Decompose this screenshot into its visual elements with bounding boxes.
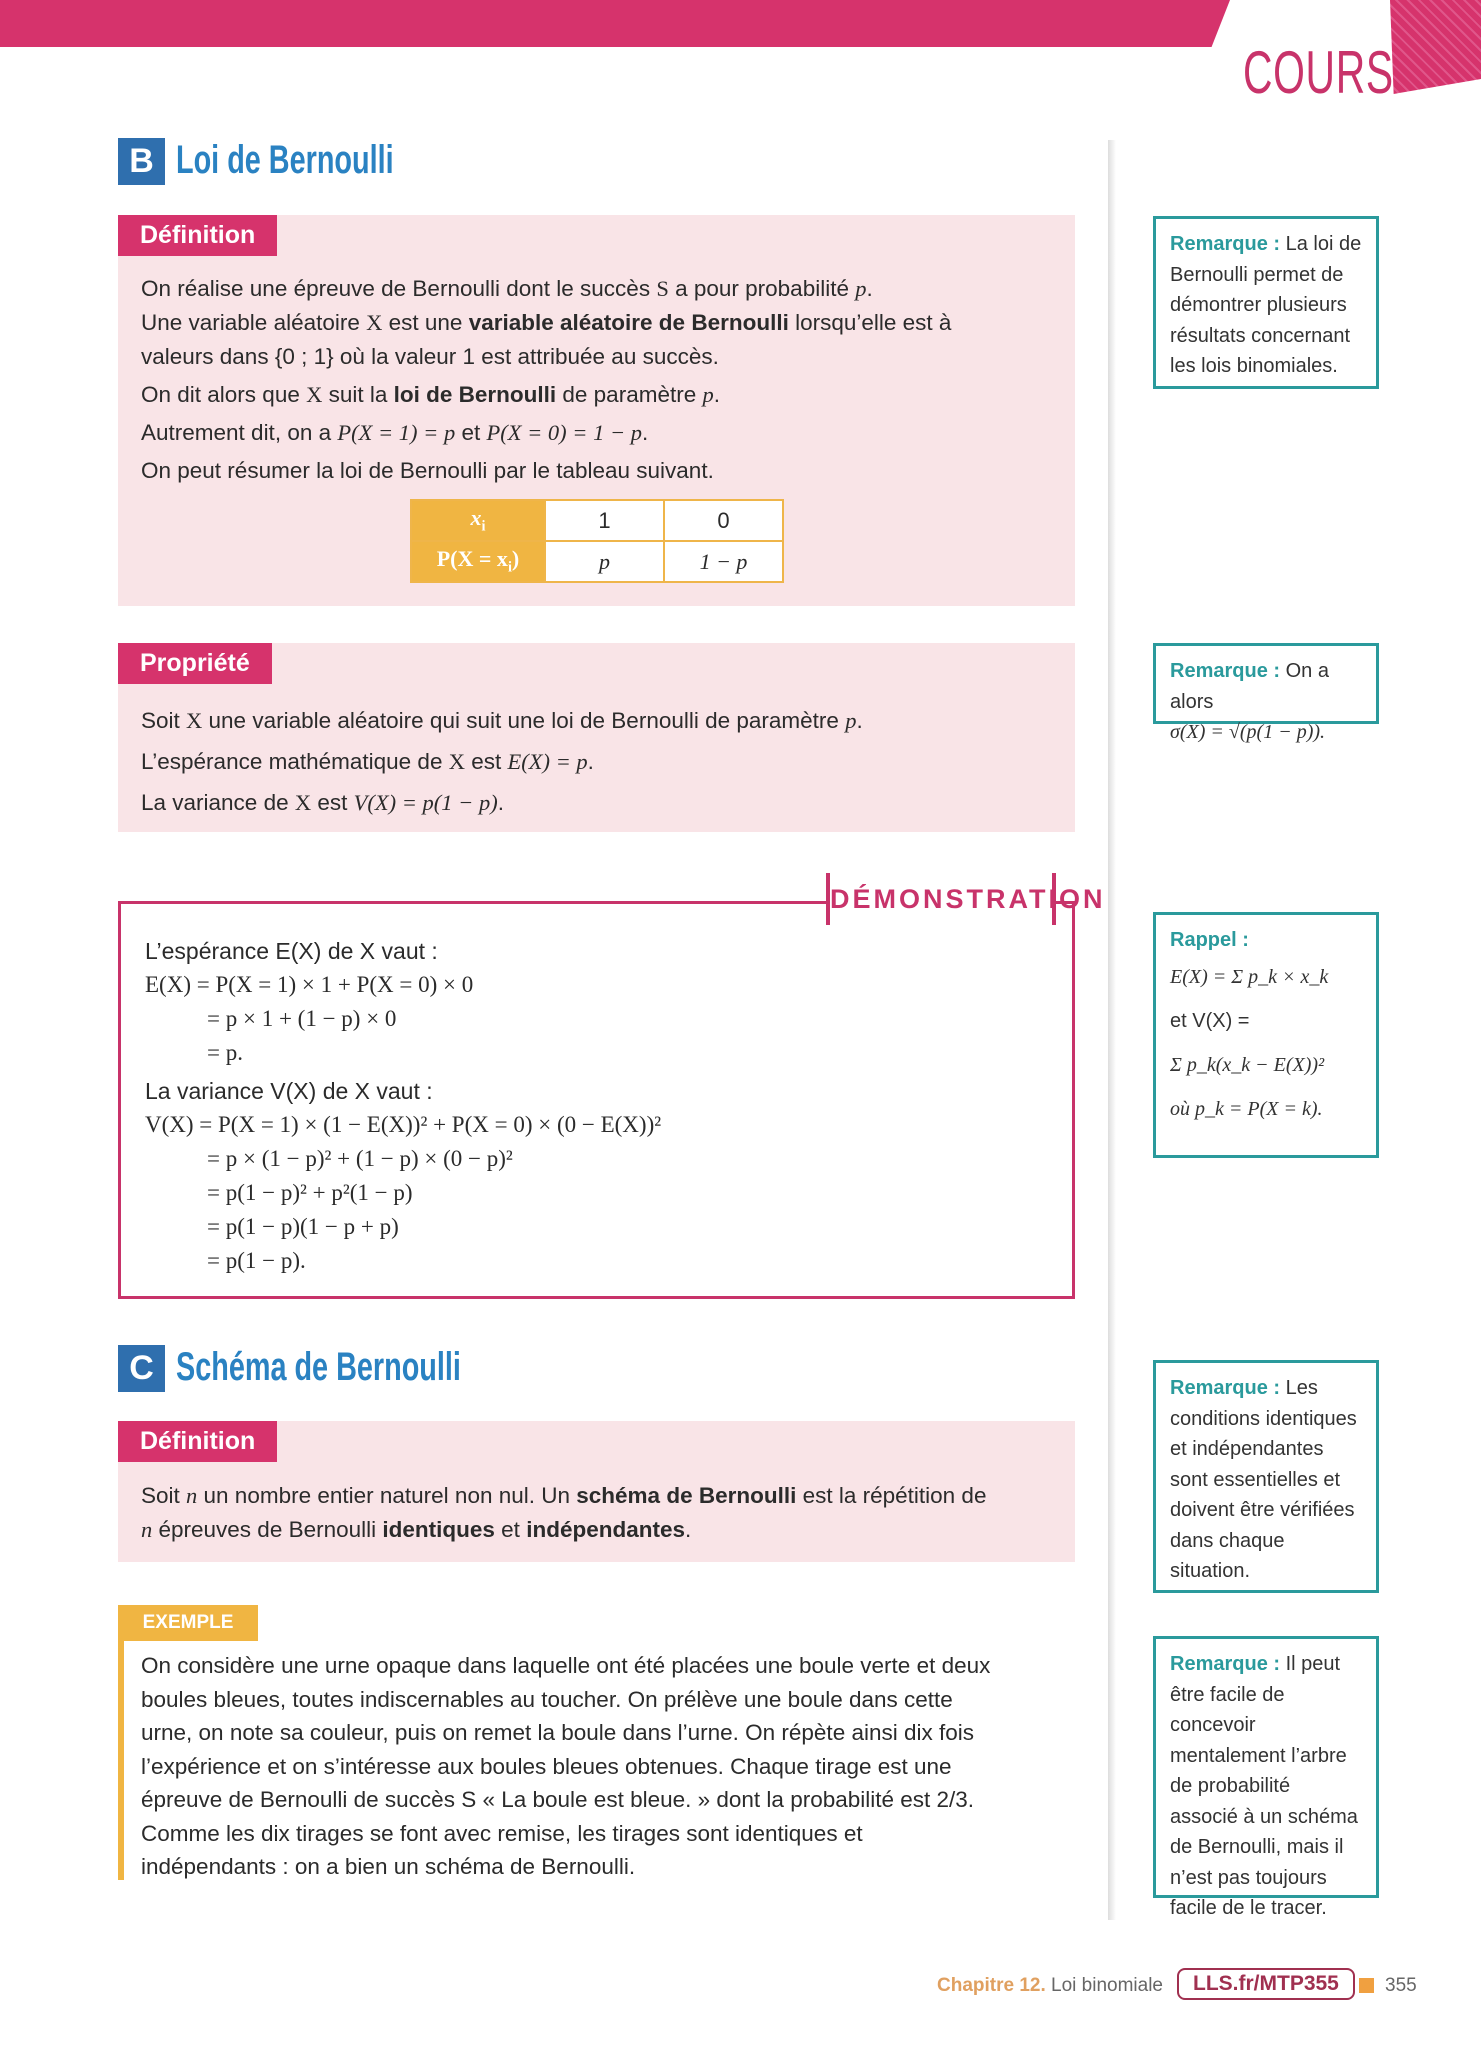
footer-chapter: Chapitre 12. Loi binomiale [937,1975,1164,1996]
definition-label: Définition [118,215,277,256]
table-header-prob: $P(X = x_i)$ [411,541,545,582]
property-text: Soit X une variable aléatoire qui suit une loi de Bernoulli de paramètre p. L’espérance mathématique de X est E(X) = p. La variance de X est V(X) = p(1 − p). [141,708,863,815]
page-number: 355 [1385,1975,1417,1996]
definition-box [118,1421,1075,1562]
remark-box: Remarque : On a alors σ(X) = √(p(1 − p)). [1153,643,1379,724]
definition-text: On réalise une épreuve de Bernoulli dont le succès S a pour probabilité p. Une variable aléatoire X est une variable aléatoire de Bernoulli lorsqu’elle est à valeurs dans {0 ; 1} où la valeur 1 est attribuée au succès. On dit alors que X suit la loi de Bernoulli de paramètre p. Autrement dit, on a P(X = 1) = p et P(X = 0) = 1 − p. On peut résumer la loi de Bernoulli par le tableau suivant. [141,276,952,483]
table-header-xi: $x_i$ [411,500,545,541]
table-cell: 0 [664,500,783,541]
column-divider [1108,140,1116,1920]
table-cell: p [545,541,664,582]
section-header-label: COURS [1243,39,1394,106]
table-cell: 1 − p [664,541,783,582]
definition-label: Définition [118,1421,277,1462]
remark-box: Remarque : Il peut être facile de concevoir mentalement l’arbre de probabilité associé à un schéma de Bernoulli, mais il n’est pas toujours facile de le tracer. [1153,1636,1379,1898]
property-label: Propriété [118,643,272,684]
footer-link[interactable]: LLS.fr/MTP355 [1177,1968,1355,2000]
demonstration-text: L’espérance E(X) de X vaut : E(X) = P(X = 1) × 1 + P(X = 0) × 0 = p × 1 + (1 − p) × 0 = p. La variance V(X) de X vaut : V(X) = P(X = 1) × (1 − E(X))² + P(X = 0) × (0 − E(X))² = p × (1 − p)² + (1 − p) × (0 − p)² = p(1 − p)² + p²(1 − p) = p(1 − p)(1 − p + p) = p(1 − p). [145,938,662,1273]
table-cell: 1 [545,500,664,541]
demonstration-label: DÉMONSTRATION [826,873,1056,925]
example-label: EXEMPLE [118,1605,258,1641]
section-title: Loi de Bernoulli [176,138,394,182]
property-box [118,643,1075,832]
reminder-box: Rappel : E(X) = Σ p_k × x_k et V(X) = Σ p_k(x_k − E(X))² où p_k = P(X = k). [1153,912,1379,1158]
remark-box: Remarque : Les conditions identiques et indépendantes sont essentielles et doivent être vérifiées dans chaque situation. [1153,1360,1379,1593]
remark-box: Remarque : La loi de Bernoulli permet de démontrer plusieurs résultats concernant les lois binomiales. [1153,216,1379,389]
section-title: Schéma de Bernoulli [176,1345,461,1389]
section-letter-badge: B [118,138,165,185]
example-accent-bar [118,1605,124,1880]
top-banner [0,0,1230,47]
definition-box [118,215,1075,606]
footer-square-icon [1359,1978,1374,1993]
section-letter-badge: C [118,1345,165,1392]
definition-text: Soit n un nombre entier naturel non nul. Un schéma de Bernoulli est la répétition de n épreuves de Bernoulli identiques et indépendantes. [141,1483,987,1542]
example-text: On considère une urne opaque dans laquelle ont été placées une boule verte et deux boules bleues, toutes indiscernables au toucher. On prélève une boule dans cette urne, on note sa couleur, puis on remet la boule dans l’urne. On répète ainsi dix fois l’expérience et on s’intéresse aux boules bleues obtenues. Chaque tirage est une épreuve de Bernoulli de succès S « La boule est bleue. » dont la probabilité est 2/3. Comme les dix tirages se font avec remise, les tirages sont identiques et indépendants : on a bien un schéma de Bernoulli. [141,1653,991,1879]
decorative-pattern [1390,0,1481,94]
demonstration-box [118,901,1075,1299]
bernoulli-table [410,499,784,583]
